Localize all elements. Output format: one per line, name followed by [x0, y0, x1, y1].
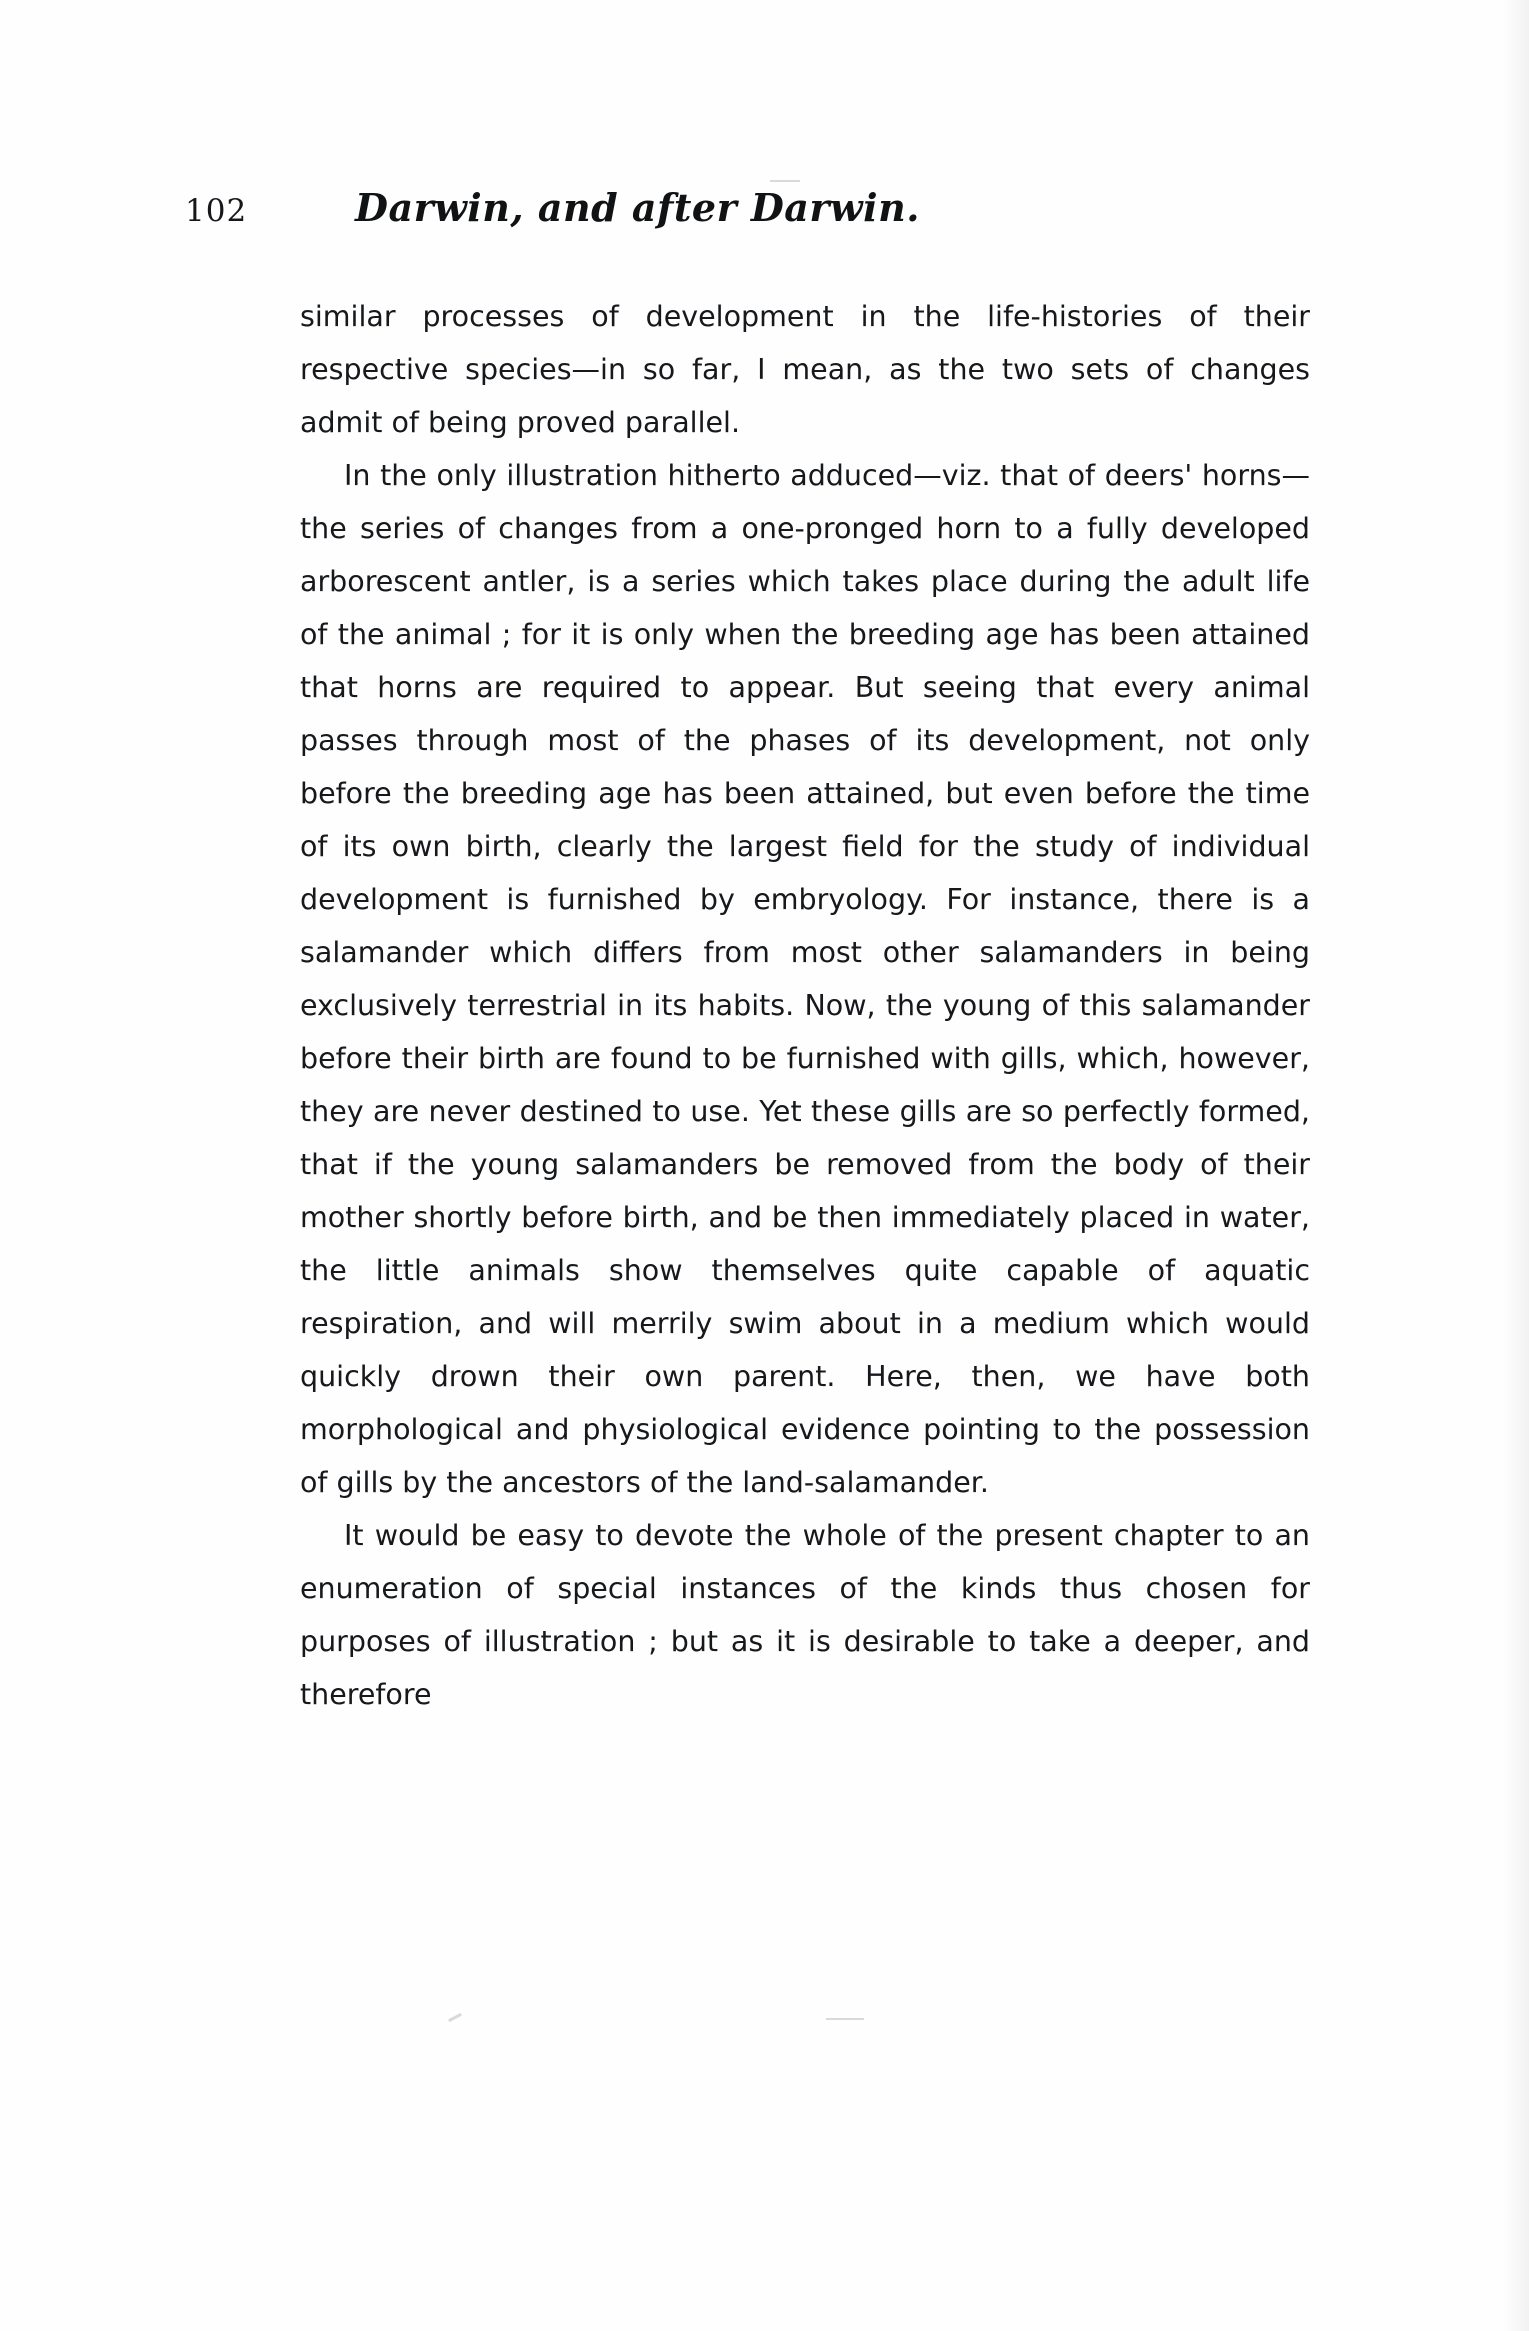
paper-speck [770, 180, 800, 182]
page-edge-shading [1503, 0, 1529, 2331]
paragraph: similar processes of development in the life-histories of their respective species—in so far, I mean, as the two sets of changes admit of being proved parallel. [300, 300, 1310, 439]
paragraph: It would be easy to devote the whole of the present chapter to an enumeration of special instances of the kinds thus chosen for purposes of illustration ; but as it is desirable to take a deeper, and therefore [300, 1519, 1310, 1711]
body-text [300, 290, 1310, 1721]
page-header [185, 185, 1345, 245]
paper-speck [448, 2013, 462, 2022]
page-number: 102 [185, 193, 248, 229]
paragraph: In the only illustration hitherto adduced—viz. that of deers' horns—the series of changes from a one-pronged horn to a fully developed arborescent antler, is a series which takes place during the adult life of the animal ; for it is only when the breeding age has been attained that horns are required to appear. But seeing that every animal passes through most of the phases of its development, not only before the breeding age has been attained, but even before the time of its own birth, clearly the largest field for the study of individual development is furnished by embryology. For instance, there is a salamander which differs from most other salamanders in being exclusively terrestrial in its habits. Now, the young of this salamander before their birth are found to be furnished with gills, which, however, they are never destined to use. Yet these gills are so perfectly formed, that if the young salamanders be removed from the body of their mother shortly before birth, and be then immediately placed in water, the little animals show themselves quite capable of aquatic respiration, and will merrily swim about in a medium which would quickly drown their own parent. Here, then, we have both morphological and physiological evidence pointing to the possession of gills by the ancestors of the land-salamander. [300, 459, 1310, 1499]
paper-speck [826, 2018, 864, 2020]
running-title: Darwin, and after Darwin. [355, 185, 920, 230]
